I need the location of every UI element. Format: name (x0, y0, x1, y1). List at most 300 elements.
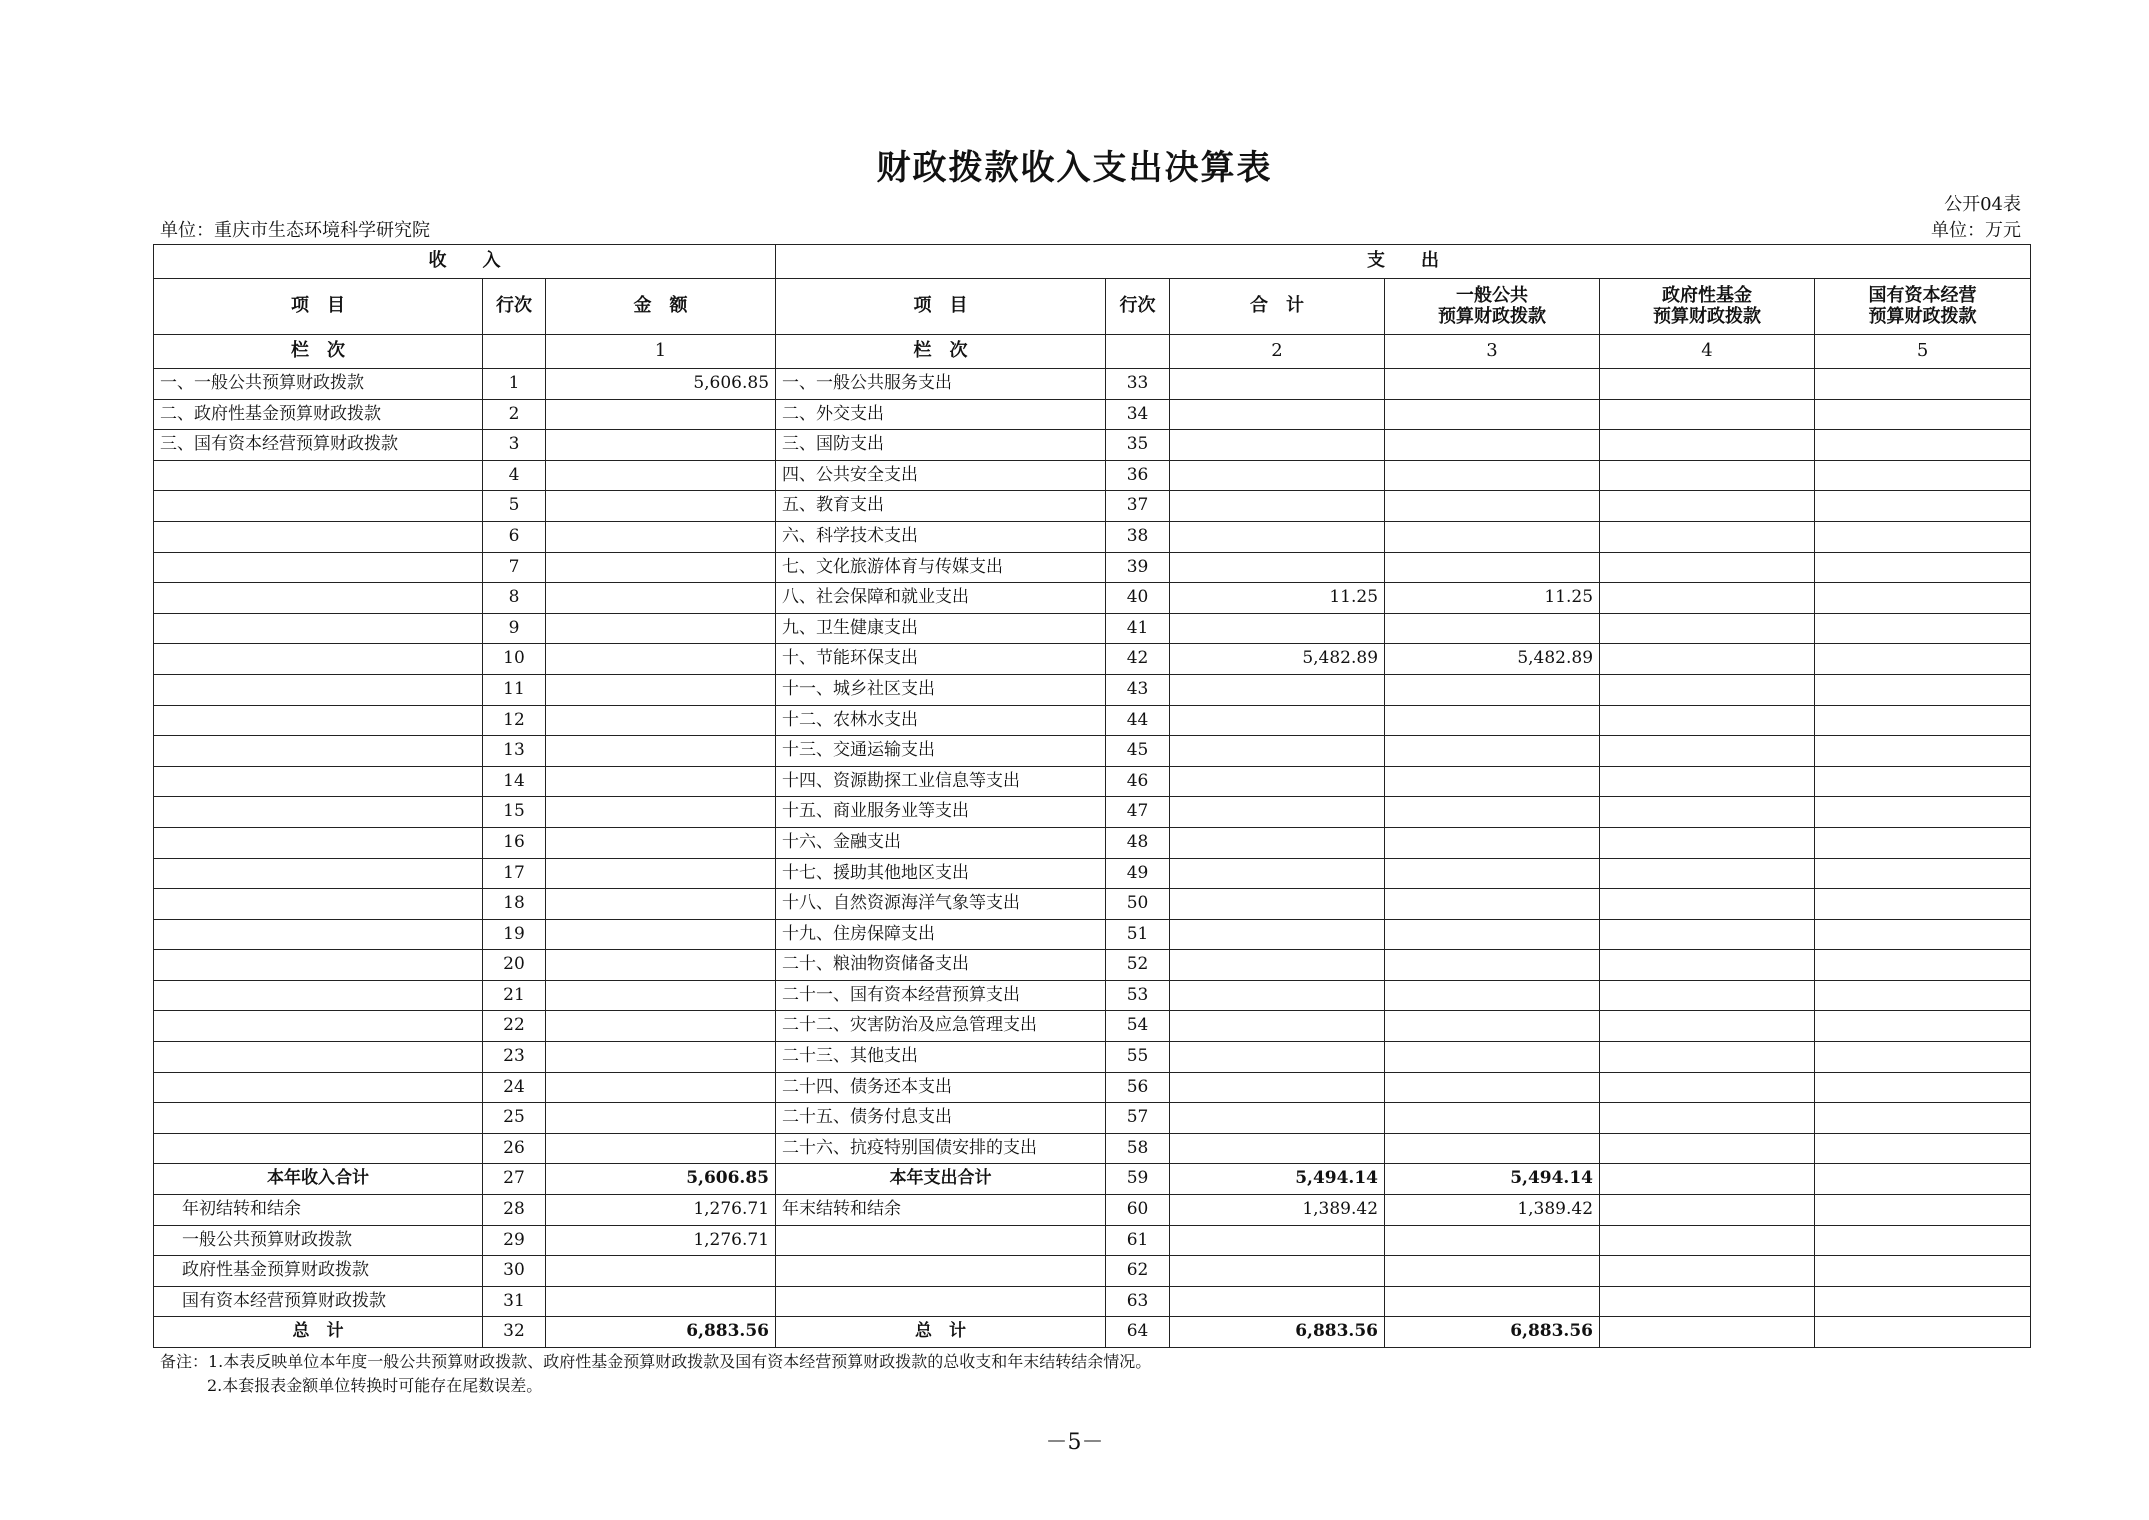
expense-state-capital (1815, 889, 2031, 920)
expense-row-no: 36 (1106, 460, 1170, 491)
expense-state-capital (1815, 521, 2031, 552)
income-amount: 1,276.71 (546, 1195, 776, 1226)
expense-total (1170, 491, 1385, 522)
income-row-no: 23 (483, 1042, 546, 1073)
income-row-no: 12 (483, 705, 546, 736)
expense-gov-fund (1600, 736, 1815, 767)
income-amount-header: 金 额 (546, 279, 776, 335)
expense-total (1170, 1133, 1385, 1164)
expense-general-public: 5,482.89 (1385, 644, 1600, 675)
table-row (154, 766, 2031, 797)
income-row-no: 32 (483, 1317, 546, 1348)
table-row (154, 1103, 2031, 1134)
expense-row-no: 64 (1106, 1317, 1170, 1348)
income-amount (546, 1103, 776, 1134)
expense-general-public (1385, 1042, 1600, 1073)
expense-gov-fund (1600, 797, 1815, 828)
col-1: 1 (546, 335, 776, 369)
income-amount (546, 858, 776, 889)
expense-state-capital (1815, 613, 2031, 644)
expense-total (1170, 766, 1385, 797)
income-item (154, 1103, 483, 1134)
expense-item: 十六、金融支出 (776, 827, 1106, 858)
expense-gov-fund (1600, 1286, 1815, 1317)
expense-state-capital (1815, 705, 2031, 736)
expense-general-public (1385, 491, 1600, 522)
income-amount (546, 430, 776, 461)
expense-item: 二十五、债务付息支出 (776, 1103, 1106, 1134)
expense-total (1170, 950, 1385, 981)
income-item (154, 919, 483, 950)
income-row-no: 27 (483, 1164, 546, 1195)
income-amount: 1,276.71 (546, 1225, 776, 1256)
expense-row-no: 35 (1106, 430, 1170, 461)
expense-state-capital (1815, 980, 2031, 1011)
expense-general-public (1385, 980, 1600, 1011)
general-public-header-line1: 一般公共 (1456, 284, 1529, 306)
expense-state-capital (1815, 919, 2031, 950)
expense-gov-fund (1600, 1042, 1815, 1073)
table-row (154, 1133, 2031, 1164)
expense-item: 七、文化旅游体育与传媒支出 (776, 552, 1106, 583)
table-row (154, 705, 2031, 736)
expense-row-no: 47 (1106, 797, 1170, 828)
expense-state-capital (1815, 766, 2031, 797)
expense-total (1170, 919, 1385, 950)
expense-state-capital (1815, 491, 2031, 522)
col-3: 3 (1385, 335, 1600, 369)
expense-general-public (1385, 1133, 1600, 1164)
income-row-no: 3 (483, 430, 546, 461)
expense-total (1170, 736, 1385, 767)
expense-row-no: 41 (1106, 613, 1170, 644)
income-item: 一般公共预算财政拨款 (154, 1225, 483, 1256)
income-row-no: 20 (483, 950, 546, 981)
general-public-header (1385, 279, 1600, 335)
expense-state-capital (1815, 552, 2031, 583)
income-row-no: 13 (483, 736, 546, 767)
expense-general-public: 11.25 (1385, 583, 1600, 614)
income-row-no: 17 (483, 858, 546, 889)
income-row-no: 9 (483, 613, 546, 644)
expense-state-capital (1815, 1164, 2031, 1195)
income-item (154, 521, 483, 552)
expense-state-capital (1815, 1225, 2031, 1256)
expense-general-public (1385, 889, 1600, 920)
expense-gov-fund (1600, 1317, 1815, 1348)
page-number: －5－ (1045, 1430, 1104, 1455)
income-row-no: 1 (483, 369, 546, 400)
income-item (154, 980, 483, 1011)
table-row (154, 1286, 2031, 1317)
expense-item: 十三、交通运输支出 (776, 736, 1106, 767)
income-item: 总 计 (154, 1317, 483, 1348)
table-row (154, 1072, 2031, 1103)
income-amount (546, 613, 776, 644)
table-row (154, 1011, 2031, 1042)
col-2: 2 (1170, 335, 1385, 369)
income-amount (546, 521, 776, 552)
income-row-no: 10 (483, 644, 546, 675)
income-row-no: 8 (483, 583, 546, 614)
income-item (154, 1072, 483, 1103)
table-row (154, 399, 2031, 430)
expense-gov-fund (1600, 1164, 1815, 1195)
income-row-no: 21 (483, 980, 546, 1011)
income-row-no: 2 (483, 399, 546, 430)
income-item: 国有资本经营预算财政拨款 (154, 1286, 483, 1317)
income-amount (546, 1072, 776, 1103)
gov-fund-header-line1: 政府性基金 (1662, 284, 1753, 306)
table-row (154, 521, 2031, 552)
table-row (154, 736, 2031, 767)
total-header: 合 计 (1170, 279, 1385, 335)
expense-row-no: 39 (1106, 552, 1170, 583)
table-row (154, 430, 2031, 461)
income-amount: 5,606.85 (546, 369, 776, 400)
table-row (154, 460, 2031, 491)
expense-item: 二十一、国有资本经营预算支出 (776, 980, 1106, 1011)
expense-state-capital (1815, 674, 2031, 705)
income-item: 二、政府性基金预算财政拨款 (154, 399, 483, 430)
reporting-unit: 单位：重庆市生态环境科学研究院 (160, 220, 430, 241)
expense-gov-fund (1600, 1195, 1815, 1226)
col-4: 4 (1600, 335, 1815, 369)
income-item (154, 552, 483, 583)
expense-gov-fund (1600, 919, 1815, 950)
expense-gov-fund (1600, 644, 1815, 675)
income-row-no: 24 (483, 1072, 546, 1103)
expense-general-public: 1,389.42 (1385, 1195, 1600, 1226)
expense-total (1170, 858, 1385, 889)
expense-general-public (1385, 613, 1600, 644)
income-amount (546, 950, 776, 981)
expense-row-no: 60 (1106, 1195, 1170, 1226)
expense-item: 十七、援助其他地区支出 (776, 858, 1106, 889)
income-amount (546, 460, 776, 491)
expense-total (1170, 889, 1385, 920)
income-amount: 6,883.56 (546, 1317, 776, 1348)
income-amount (546, 705, 776, 736)
income-row-no: 7 (483, 552, 546, 583)
expense-row-no: 48 (1106, 827, 1170, 858)
income-amount (546, 1011, 776, 1042)
expense-item: 二十六、抗疫特别国债安排的支出 (776, 1133, 1106, 1164)
note-2: 2.本套报表金额单位转换时可能存在尾数误差。 (207, 1376, 543, 1395)
expense-item: 二十三、其他支出 (776, 1042, 1106, 1073)
expense-total (1170, 460, 1385, 491)
expense-total (1170, 430, 1385, 461)
table-row (154, 858, 2031, 889)
expense-total (1170, 552, 1385, 583)
expense-general-public: 5,494.14 (1385, 1164, 1600, 1195)
income-row-no: 31 (483, 1286, 546, 1317)
expense-total (1170, 674, 1385, 705)
expense-row-no: 62 (1106, 1256, 1170, 1287)
expense-gov-fund (1600, 1133, 1815, 1164)
income-amount (546, 491, 776, 522)
expense-state-capital (1815, 399, 2031, 430)
income-row-no: 26 (483, 1133, 546, 1164)
income-row-no: 16 (483, 827, 546, 858)
income-amount (546, 1286, 776, 1317)
expense-total (1170, 369, 1385, 400)
income-item (154, 797, 483, 828)
expense-row-no: 42 (1106, 644, 1170, 675)
income-amount (546, 766, 776, 797)
expense-row-no: 43 (1106, 674, 1170, 705)
expense-total (1170, 1011, 1385, 1042)
expense-general-public (1385, 674, 1600, 705)
expense-item: 总 计 (776, 1317, 1106, 1348)
table-row (154, 889, 2031, 920)
expense-gov-fund (1600, 430, 1815, 461)
expense-gov-fund (1600, 674, 1815, 705)
expense-general-public (1385, 766, 1600, 797)
expense-row-no: 38 (1106, 521, 1170, 552)
table-row (154, 797, 2031, 828)
expense-row-no: 56 (1106, 1072, 1170, 1103)
income-amount (546, 1042, 776, 1073)
income-row-no: 28 (483, 1195, 546, 1226)
income-amount (546, 919, 776, 950)
income-row-no: 25 (483, 1103, 546, 1134)
income-row-no: 15 (483, 797, 546, 828)
expense-general-public (1385, 705, 1600, 736)
income-item: 三、国有资本经营预算财政拨款 (154, 430, 483, 461)
expense-gov-fund (1600, 369, 1815, 400)
expense-gov-fund (1600, 827, 1815, 858)
expense-total (1170, 1072, 1385, 1103)
expense-general-public (1385, 919, 1600, 950)
expense-general-public (1385, 460, 1600, 491)
expense-row-no: 50 (1106, 889, 1170, 920)
expense-gov-fund (1600, 1225, 1815, 1256)
expense-general-public (1385, 552, 1600, 583)
expense-gov-fund (1600, 1103, 1815, 1134)
income-row-no: 6 (483, 521, 546, 552)
expense-general-public (1385, 1256, 1600, 1287)
income-amount (546, 1133, 776, 1164)
income-item (154, 1042, 483, 1073)
expense-item: 本年支出合计 (776, 1164, 1106, 1195)
expense-state-capital (1815, 430, 2031, 461)
expense-general-public (1385, 1072, 1600, 1103)
expense-item: 十一、城乡社区支出 (776, 674, 1106, 705)
income-row-no: 22 (483, 1011, 546, 1042)
income-amount (546, 399, 776, 430)
table-row (154, 919, 2031, 950)
table-row (154, 613, 2031, 644)
expense-row-no: 49 (1106, 858, 1170, 889)
income-item (154, 644, 483, 675)
expense-row-no: 40 (1106, 583, 1170, 614)
expense-state-capital (1815, 460, 2031, 491)
income-item: 年初结转和结余 (154, 1195, 483, 1226)
income-amount (546, 644, 776, 675)
expense-gov-fund (1600, 460, 1815, 491)
expense-general-public (1385, 369, 1600, 400)
expense-total (1170, 1103, 1385, 1134)
expense-total (1170, 521, 1385, 552)
expense-gov-fund (1600, 1072, 1815, 1103)
expense-item: 二、外交支出 (776, 399, 1106, 430)
expense-gov-fund (1600, 399, 1815, 430)
expense-total: 1,389.42 (1170, 1195, 1385, 1226)
income-item (154, 858, 483, 889)
expense-gov-fund (1600, 950, 1815, 981)
gov-fund-header-line2: 预算财政拨款 (1653, 305, 1762, 327)
income-row-no: 18 (483, 889, 546, 920)
form-number: 公开04表 (1944, 194, 2021, 215)
expense-col-blank (1106, 335, 1170, 369)
expense-row-no: 59 (1106, 1164, 1170, 1195)
expense-row-no: 55 (1106, 1042, 1170, 1073)
expense-state-capital (1815, 1011, 2031, 1042)
expense-row-no: 54 (1106, 1011, 1170, 1042)
table-row (154, 552, 2031, 583)
expense-general-public (1385, 521, 1600, 552)
expense-row-no: 61 (1106, 1225, 1170, 1256)
expense-row-no: 53 (1106, 980, 1170, 1011)
income-item (154, 1011, 483, 1042)
income-rowno-header: 行次 (483, 279, 546, 335)
income-amount (546, 797, 776, 828)
table-row (154, 369, 2031, 400)
table-row (154, 674, 2031, 705)
expense-general-public (1385, 797, 1600, 828)
expense-total: 11.25 (1170, 583, 1385, 614)
expense-row-no: 52 (1106, 950, 1170, 981)
expense-item: 二十二、灾害防治及应急管理支出 (776, 1011, 1106, 1042)
table-row (154, 1195, 2031, 1226)
expense-gov-fund (1600, 889, 1815, 920)
expense-item: 四、公共安全支出 (776, 460, 1106, 491)
income-item (154, 1133, 483, 1164)
table-row (154, 491, 2031, 522)
expense-rowno-header: 行次 (1106, 279, 1170, 335)
expense-row-no: 45 (1106, 736, 1170, 767)
expense-item: 十五、商业服务业等支出 (776, 797, 1106, 828)
expense-item: 十九、住房保障支出 (776, 919, 1106, 950)
income-amount (546, 583, 776, 614)
expense-item: 二十、粮油物资储备支出 (776, 950, 1106, 981)
col-5: 5 (1815, 335, 2031, 369)
income-amount (546, 889, 776, 920)
expense-general-public (1385, 430, 1600, 461)
expense-item: 五、教育支出 (776, 491, 1106, 522)
expense-state-capital (1815, 1195, 2031, 1226)
expense-state-capital (1815, 797, 2031, 828)
expense-total (1170, 705, 1385, 736)
income-amount (546, 552, 776, 583)
expense-item: 十四、资源勘探工业信息等支出 (776, 766, 1106, 797)
expense-general-public (1385, 736, 1600, 767)
expense-general-public (1385, 399, 1600, 430)
income-item (154, 736, 483, 767)
expense-row-no: 44 (1106, 705, 1170, 736)
expense-general-public (1385, 950, 1600, 981)
expense-item: 十、节能环保支出 (776, 644, 1106, 675)
expense-state-capital (1815, 1286, 2031, 1317)
expense-state-capital (1815, 369, 2031, 400)
income-item (154, 705, 483, 736)
state-capital-header (1815, 279, 2031, 335)
state-capital-header-line2: 预算财政拨款 (1868, 305, 1977, 327)
expense-row-no: 34 (1106, 399, 1170, 430)
expense-item (776, 1256, 1106, 1287)
expense-item-header: 项 目 (776, 279, 1106, 335)
table-row (154, 1256, 2031, 1287)
expense-gov-fund (1600, 705, 1815, 736)
expense-state-capital (1815, 950, 2031, 981)
expense-total (1170, 399, 1385, 430)
expense-row-no: 33 (1106, 369, 1170, 400)
expense-item: 六、科学技术支出 (776, 521, 1106, 552)
income-row-no: 30 (483, 1256, 546, 1287)
expense-general-public (1385, 1225, 1600, 1256)
income-item: 一、一般公共预算财政拨款 (154, 369, 483, 400)
income-item (154, 674, 483, 705)
table-row (154, 1317, 2031, 1348)
expense-gov-fund (1600, 521, 1815, 552)
income-row-no: 14 (483, 766, 546, 797)
expense-row-no: 37 (1106, 491, 1170, 522)
expense-general-public (1385, 827, 1600, 858)
state-capital-header-line1: 国有资本经营 (1868, 284, 1977, 306)
income-item: 本年收入合计 (154, 1164, 483, 1195)
income-amount (546, 1256, 776, 1287)
income-item (154, 583, 483, 614)
expense-general-public: 6,883.56 (1385, 1317, 1600, 1348)
expense-item: 十二、农林水支出 (776, 705, 1106, 736)
table-row (154, 583, 2031, 614)
expense-item: 一、一般公共服务支出 (776, 369, 1106, 400)
expense-item: 十八、自然资源海洋气象等支出 (776, 889, 1106, 920)
expense-state-capital (1815, 1133, 2031, 1164)
income-item (154, 889, 483, 920)
table-row (154, 1164, 2031, 1195)
expense-total (1170, 1225, 1385, 1256)
expense-state-capital (1815, 644, 2031, 675)
expense-total: 6,883.56 (1170, 1317, 1385, 1348)
expense-gov-fund (1600, 613, 1815, 644)
expense-state-capital (1815, 1042, 2031, 1073)
expense-gov-fund (1600, 766, 1815, 797)
expense-state-capital (1815, 858, 2031, 889)
expense-gov-fund (1600, 491, 1815, 522)
table-row (154, 644, 2031, 675)
expense-total (1170, 797, 1385, 828)
expense-total (1170, 980, 1385, 1011)
income-item (154, 460, 483, 491)
expense-state-capital (1815, 583, 2031, 614)
expense-gov-fund (1600, 1256, 1815, 1287)
currency-unit: 单位：万元 (1931, 220, 2021, 241)
income-col-blank (483, 335, 546, 369)
table-row (154, 827, 2031, 858)
expense-state-capital (1815, 1317, 2031, 1348)
income-amount (546, 674, 776, 705)
expense-row-no: 63 (1106, 1286, 1170, 1317)
general-public-header-line2: 预算财政拨款 (1438, 305, 1547, 327)
expense-total (1170, 613, 1385, 644)
expense-row-no: 58 (1106, 1133, 1170, 1164)
expense-state-capital (1815, 1256, 2031, 1287)
expense-general-public (1385, 1011, 1600, 1042)
income-item (154, 766, 483, 797)
income-row-no: 29 (483, 1225, 546, 1256)
